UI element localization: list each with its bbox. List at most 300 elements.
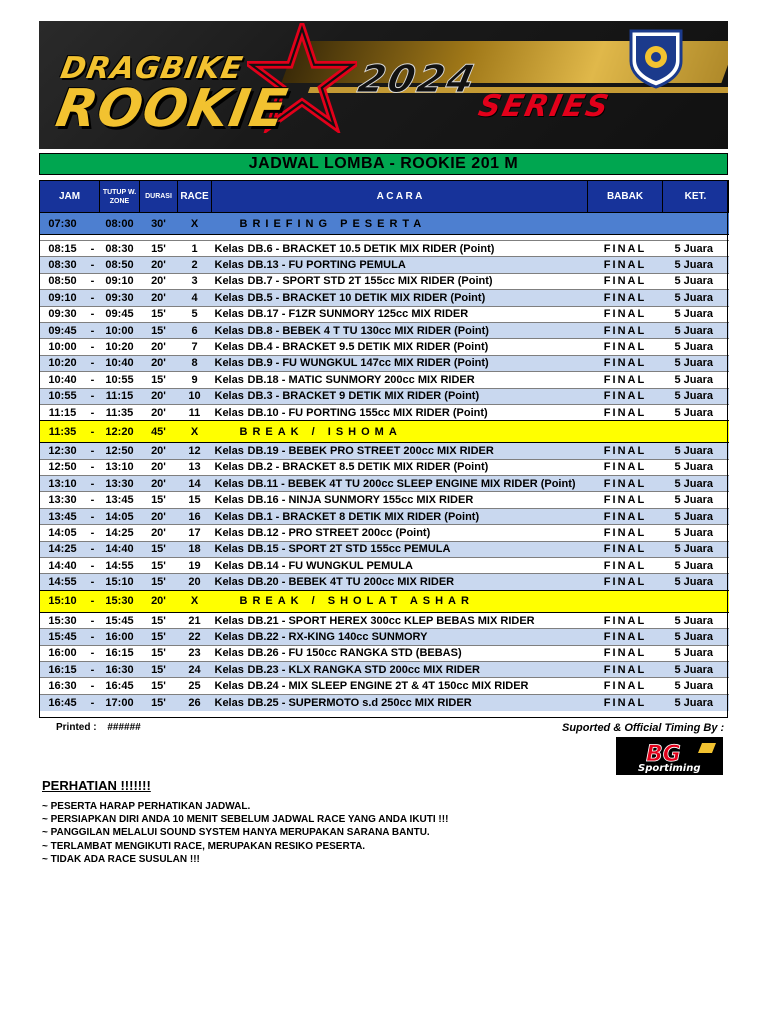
time-dash: - — [86, 443, 100, 459]
class-label: Kelas — [212, 388, 248, 404]
bg-logo-mark: BG — [646, 742, 681, 767]
break-row — [40, 590, 729, 612]
time-start: 14:55 — [40, 574, 86, 590]
logo-series: SERIES — [475, 89, 614, 124]
schedule-table — [39, 180, 729, 711]
time-start: 13:45 — [40, 508, 86, 524]
race-number: 19 — [178, 558, 212, 574]
notice-item: ~ TIDAK ADA RACE SUSULAN !!! — [42, 853, 200, 865]
round: FINAL — [588, 306, 663, 322]
time-start: 12:50 — [40, 459, 86, 475]
class-label: Kelas — [212, 306, 248, 322]
event-name: DB.6 - BRACKET 10.5 DETIK MIX RIDER (Point) — [248, 241, 588, 257]
event-name: DB.8 - BEBEK 4 T TU 130cc MIX RIDER (Point) — [248, 322, 588, 338]
table-row — [40, 629, 729, 645]
time-start: 16:30 — [40, 678, 86, 694]
note: 5 Juara — [663, 645, 729, 661]
duration: 15' — [140, 612, 178, 628]
class-label: Kelas — [212, 645, 248, 661]
round: FINAL — [588, 476, 663, 492]
race-number: 11 — [178, 404, 212, 420]
time-dash: - — [86, 629, 100, 645]
duration: 20' — [140, 525, 178, 541]
note: 5 Juara — [663, 525, 729, 541]
time-dash: - — [86, 459, 100, 475]
note: 5 Juara — [663, 678, 729, 694]
note: 5 Juara — [663, 612, 729, 628]
duration: 20' — [140, 590, 178, 612]
table-row — [40, 525, 729, 541]
time-dash: - — [86, 694, 100, 710]
duration: 20' — [140, 273, 178, 289]
table-row — [40, 257, 729, 273]
race-number: 18 — [178, 541, 212, 557]
event-name: DB.22 - RX-KING 140cc SUNMORY — [248, 629, 588, 645]
duration: 20' — [140, 508, 178, 524]
race-number: 3 — [178, 273, 212, 289]
event-name: DB.20 - BEBEK 4T TU 200cc MIX RIDER — [248, 574, 588, 590]
time-end: 10:40 — [100, 355, 140, 371]
note: 5 Juara — [663, 476, 729, 492]
race-number: X — [178, 590, 212, 612]
duration: 15' — [140, 322, 178, 338]
table-header-row — [40, 181, 729, 213]
printed-info — [48, 722, 141, 733]
class-label: Kelas — [212, 273, 248, 289]
time-end: 15:10 — [100, 574, 140, 590]
time-dash: - — [86, 476, 100, 492]
table-row — [40, 443, 729, 459]
note: 5 Juara — [663, 339, 729, 355]
race-number: 26 — [178, 694, 212, 710]
time-dash: - — [86, 678, 100, 694]
class-label: Kelas — [212, 241, 248, 257]
class-label: Kelas — [212, 694, 248, 710]
time-end: 15:30 — [100, 590, 140, 612]
duration: 15' — [140, 558, 178, 574]
time-end: 12:20 — [100, 421, 140, 443]
time-dash: - — [86, 241, 100, 257]
event-banner — [39, 21, 728, 149]
table-row — [40, 492, 729, 508]
round: FINAL — [588, 678, 663, 694]
time-dash: - — [86, 558, 100, 574]
time-start: 09:45 — [40, 322, 86, 338]
time-end: 16:45 — [100, 678, 140, 694]
time-dash: - — [86, 645, 100, 661]
duration: 30' — [140, 213, 178, 235]
time-start: 09:10 — [40, 290, 86, 306]
note: 5 Juara — [663, 459, 729, 475]
round: FINAL — [588, 273, 663, 289]
notice-item: ~ PESERTA HARAP PERHATIKAN JADWAL. — [42, 801, 251, 812]
logo-rookie: ROOKIE — [51, 79, 292, 139]
event-name: DB.23 - KLX RANGKA STD 200cc MIX RIDER — [248, 661, 588, 677]
time-end: 10:55 — [100, 372, 140, 388]
time-end: 16:30 — [100, 661, 140, 677]
logo-dragbike: DRAGBIKE — [57, 51, 246, 86]
time-start: 14:40 — [40, 558, 86, 574]
race-number: 25 — [178, 678, 212, 694]
header-durasi: DURASI — [140, 181, 178, 213]
class-label: Kelas — [212, 678, 248, 694]
time-end: 14:25 — [100, 525, 140, 541]
time-end: 13:45 — [100, 492, 140, 508]
time-dash: - — [86, 372, 100, 388]
round: FINAL — [588, 694, 663, 710]
time-end: 16:15 — [100, 645, 140, 661]
time-start: 08:30 — [40, 257, 86, 273]
class-label: Kelas — [212, 372, 248, 388]
duration: 15' — [140, 694, 178, 710]
class-label: Kelas — [212, 661, 248, 677]
duration: 15' — [140, 661, 178, 677]
time-start: 12:30 — [40, 443, 86, 459]
note: 5 Juara — [663, 443, 729, 459]
race-number: 15 — [178, 492, 212, 508]
time-start: 11:35 — [40, 421, 86, 443]
duration: 15' — [140, 306, 178, 322]
time-dash: - — [86, 322, 100, 338]
round: FINAL — [588, 525, 663, 541]
table-row — [40, 661, 729, 677]
table-body — [40, 213, 729, 711]
race-number: 9 — [178, 372, 212, 388]
duration: 20' — [140, 443, 178, 459]
round: FINAL — [588, 355, 663, 371]
table-row — [40, 678, 729, 694]
time-end: 10:00 — [100, 322, 140, 338]
header-race: RACE — [178, 181, 212, 213]
header-acara: A C A R A — [212, 181, 588, 213]
round: FINAL — [588, 541, 663, 557]
duration: 20' — [140, 404, 178, 420]
break-row — [40, 421, 729, 443]
logo-year: 2024 — [354, 57, 482, 101]
table-row — [40, 558, 729, 574]
note: 5 Juara — [663, 574, 729, 590]
table-row — [40, 476, 729, 492]
header-ket: KET. — [663, 181, 729, 213]
table-row — [40, 290, 729, 306]
time-dash: - — [86, 290, 100, 306]
time-dash: - — [86, 404, 100, 420]
table-row — [40, 508, 729, 524]
race-number: 22 — [178, 629, 212, 645]
time-dash: - — [86, 273, 100, 289]
note: 5 Juara — [663, 508, 729, 524]
note: 5 Juara — [663, 661, 729, 677]
time-dash: - — [86, 421, 100, 443]
class-label: Kelas — [212, 541, 248, 557]
round: FINAL — [588, 645, 663, 661]
event-name: DB.26 - FU 150cc RANGKA STD (BEBAS) — [248, 645, 588, 661]
race-number: 23 — [178, 645, 212, 661]
round: FINAL — [588, 322, 663, 338]
round: FINAL — [588, 508, 663, 524]
notice-list — [42, 800, 448, 866]
time-dash: - — [86, 612, 100, 628]
race-number: 10 — [178, 388, 212, 404]
duration: 15' — [140, 372, 178, 388]
notice-heading: PERHATIAN !!!!!!! — [42, 778, 151, 793]
round: FINAL — [588, 257, 663, 273]
time-start: 10:20 — [40, 355, 86, 371]
time-dash: - — [86, 508, 100, 524]
round: FINAL — [588, 443, 663, 459]
bg-sportiming-logo — [616, 737, 723, 775]
class-label: Kelas — [212, 355, 248, 371]
class-label: Kelas — [212, 404, 248, 420]
time-end: 09:45 — [100, 306, 140, 322]
round: FINAL — [588, 290, 663, 306]
time-end: 14:05 — [100, 508, 140, 524]
note: 5 Juara — [663, 306, 729, 322]
event-name: DB.17 - F1ZR SUNMORY 125cc MIX RIDER — [248, 306, 588, 322]
time-start: 14:25 — [40, 541, 86, 557]
event-name: DB.2 - BRACKET 8.5 DETIK MIX RIDER (Point) — [248, 459, 588, 475]
round: FINAL — [588, 372, 663, 388]
time-start: 10:00 — [40, 339, 86, 355]
class-label: Kelas — [212, 612, 248, 628]
time-dash: - — [86, 388, 100, 404]
note: 5 Juara — [663, 290, 729, 306]
note: 5 Juara — [663, 322, 729, 338]
time-dash: - — [86, 355, 100, 371]
round: FINAL — [588, 612, 663, 628]
event-name: DB.1 - BRACKET 8 DETIK MIX RIDER (Point) — [248, 508, 588, 524]
duration: 15' — [140, 629, 178, 645]
class-label: Kelas — [212, 443, 248, 459]
table-row — [40, 322, 729, 338]
time-start: 10:55 — [40, 388, 86, 404]
event-name: DB.13 - FU PORTING PEMULA — [248, 257, 588, 273]
event-name: DB.15 - SPORT 2T STD 155cc PEMULA — [248, 541, 588, 557]
table-row — [40, 388, 729, 404]
race-number: 8 — [178, 355, 212, 371]
time-end: 09:10 — [100, 273, 140, 289]
event-name: BREAK / SHOLAT ASHAR — [212, 590, 729, 612]
class-label: Kelas — [212, 629, 248, 645]
class-label: Kelas — [212, 525, 248, 541]
class-label: Kelas — [212, 459, 248, 475]
notice-item: ~ TERLAMBAT MENGIKUTI RACE, MERUPAKAN RESIKO PESERTA. — [42, 840, 366, 852]
notice-item: ~ PANGGILAN MELALUI SOUND SYSTEM HANYA MERUPAKAN SARANA BANTU. — [42, 827, 430, 839]
time-end: 09:30 — [100, 290, 140, 306]
note: 5 Juara — [663, 355, 729, 371]
time-start: 09:30 — [40, 306, 86, 322]
notice-item: ~ PERSIAPKAN DIRI ANDA 10 MENIT SEBELUM JADWAL RACE YANG ANDA IKUTI !!! — [42, 814, 449, 826]
duration: 15' — [140, 541, 178, 557]
event-name: DB.16 - NINJA SUNMORY 155cc MIX RIDER — [248, 492, 588, 508]
race-number: 7 — [178, 339, 212, 355]
round: FINAL — [588, 388, 663, 404]
race-number: 13 — [178, 459, 212, 475]
time-dash: - — [86, 492, 100, 508]
note: 5 Juara — [663, 541, 729, 557]
race-number: 14 — [178, 476, 212, 492]
table-row — [40, 694, 729, 710]
race-number: 4 — [178, 290, 212, 306]
round: FINAL — [588, 661, 663, 677]
round: FINAL — [588, 492, 663, 508]
class-label: Kelas — [212, 257, 248, 273]
schedule-title-bar — [39, 153, 728, 175]
time-start: 07:30 — [40, 213, 86, 235]
table-row — [40, 241, 729, 257]
time-start: 16:00 — [40, 645, 86, 661]
event-name: DB.21 - SPORT HEREX 300cc KLEP BEBAS MIX RIDER — [248, 612, 588, 628]
time-end: 13:10 — [100, 459, 140, 475]
race-number: X — [178, 421, 212, 443]
time-dash: - — [86, 525, 100, 541]
event-name: DB.24 - MIX SLEEP ENGINE 2T & 4T 150cc MIX RIDER — [248, 678, 588, 694]
duration: 20' — [140, 290, 178, 306]
time-end: 08:00 — [100, 213, 140, 235]
duration: 15' — [140, 678, 178, 694]
race-number: 24 — [178, 661, 212, 677]
table-row — [40, 612, 729, 628]
class-label: Kelas — [212, 339, 248, 355]
printed-value: ###### — [107, 722, 141, 733]
event-name: DB.19 - BEBEK PRO STREET 200cc MIX RIDER — [248, 443, 588, 459]
event-name: DB.9 - FU WUNGKUL 147cc MIX RIDER (Point) — [248, 355, 588, 371]
duration: 20' — [140, 257, 178, 273]
race-number: 16 — [178, 508, 212, 524]
time-dash: - — [86, 574, 100, 590]
race-number: 1 — [178, 241, 212, 257]
class-label: Kelas — [212, 492, 248, 508]
duration: 20' — [140, 339, 178, 355]
class-label: Kelas — [212, 574, 248, 590]
event-name: BREAK / ISHOMA — [212, 421, 729, 443]
event-name: DB.7 - SPORT STD 2T 155cc MIX RIDER (Point) — [248, 273, 588, 289]
table-row — [40, 574, 729, 590]
time-end: 17:00 — [100, 694, 140, 710]
event-name: DB.5 - BRACKET 10 DETIK MIX RIDER (Point) — [248, 290, 588, 306]
time-start: 14:05 — [40, 525, 86, 541]
duration: 20' — [140, 476, 178, 492]
duration: 15' — [140, 241, 178, 257]
time-end: 12:50 — [100, 443, 140, 459]
table-row — [40, 459, 729, 475]
race-number: X — [178, 213, 212, 235]
note: 5 Juara — [663, 558, 729, 574]
time-dash: - — [86, 306, 100, 322]
time-end: 13:30 — [100, 476, 140, 492]
race-number: 20 — [178, 574, 212, 590]
note: 5 Juara — [663, 257, 729, 273]
event-name: DB.4 - BRACKET 9.5 DETIK MIX RIDER (Point) — [248, 339, 588, 355]
event-name: DB.3 - BRACKET 9 DETIK MIX RIDER (Point) — [248, 388, 588, 404]
table-row — [40, 404, 729, 420]
round: FINAL — [588, 629, 663, 645]
duration: 15' — [140, 492, 178, 508]
time-dash: - — [86, 661, 100, 677]
table-row — [40, 541, 729, 557]
time-start: 15:30 — [40, 612, 86, 628]
header-babak: BABAK — [588, 181, 663, 213]
class-label: Kelas — [212, 322, 248, 338]
round: FINAL — [588, 574, 663, 590]
briefing-row — [40, 213, 729, 235]
time-start: 13:10 — [40, 476, 86, 492]
note: 5 Juara — [663, 492, 729, 508]
round: FINAL — [588, 459, 663, 475]
round: FINAL — [588, 241, 663, 257]
time-end: 11:15 — [100, 388, 140, 404]
event-name: DB.11 - BEBEK 4T TU 200cc SLEEP ENGINE MIX RIDER (Point) — [248, 476, 588, 492]
class-label: Kelas — [212, 508, 248, 524]
round: FINAL — [588, 339, 663, 355]
time-dash: - — [86, 541, 100, 557]
header-jam: JAM — [40, 181, 100, 213]
class-label: Kelas — [212, 558, 248, 574]
round: FINAL — [588, 558, 663, 574]
time-start: 08:15 — [40, 241, 86, 257]
header-tutup: TUTUP W. ZONE — [100, 181, 140, 213]
note: 5 Juara — [663, 694, 729, 710]
event-name: DB.10 - FU PORTING 155cc MIX RIDER (Point) — [248, 404, 588, 420]
note: 5 Juara — [663, 372, 729, 388]
class-label: Kelas — [212, 290, 248, 306]
table-row — [40, 339, 729, 355]
time-dash: - — [86, 590, 100, 612]
race-number: 6 — [178, 322, 212, 338]
event-name: DB.12 - PRO STREET 200cc (Point) — [248, 525, 588, 541]
race-number: 17 — [178, 525, 212, 541]
time-end: 14:55 — [100, 558, 140, 574]
printed-label: Printed : — [56, 722, 97, 733]
time-dash: - — [86, 257, 100, 273]
note: 5 Juara — [663, 629, 729, 645]
time-end: 11:35 — [100, 404, 140, 420]
time-start: 15:45 — [40, 629, 86, 645]
event-name: DB.14 - FU WUNGKUL PEMULA — [248, 558, 588, 574]
time-start: 08:50 — [40, 273, 86, 289]
schedule-title: JADWAL LOMBA - ROOKIE 201 M — [248, 155, 519, 172]
table-row — [40, 273, 729, 289]
race-number: 21 — [178, 612, 212, 628]
table-row — [40, 372, 729, 388]
note: 5 Juara — [663, 388, 729, 404]
round: FINAL — [588, 404, 663, 420]
event-name: DB.25 - SUPERMOTO s.d 250cc MIX RIDER — [248, 694, 588, 710]
duration: 45' — [140, 421, 178, 443]
club-emblem-icon — [627, 27, 685, 89]
supported-by-text: Suported & Official Timing By : — [562, 722, 725, 734]
note: 5 Juara — [663, 273, 729, 289]
class-label: Kelas — [212, 476, 248, 492]
note: 5 Juara — [663, 241, 729, 257]
race-number: 5 — [178, 306, 212, 322]
time-end: 08:50 — [100, 257, 140, 273]
table-row — [40, 355, 729, 371]
time-end: 10:20 — [100, 339, 140, 355]
time-start: 16:45 — [40, 694, 86, 710]
duration: 20' — [140, 459, 178, 475]
event-name: BRIEFING PESERTA — [212, 213, 729, 235]
duration: 20' — [140, 355, 178, 371]
time-start: 11:15 — [40, 404, 86, 420]
time-dash — [86, 213, 100, 235]
race-number: 2 — [178, 257, 212, 273]
time-end: 08:30 — [100, 241, 140, 257]
time-start: 13:30 — [40, 492, 86, 508]
time-end: 14:40 — [100, 541, 140, 557]
race-number: 12 — [178, 443, 212, 459]
duration: 15' — [140, 574, 178, 590]
